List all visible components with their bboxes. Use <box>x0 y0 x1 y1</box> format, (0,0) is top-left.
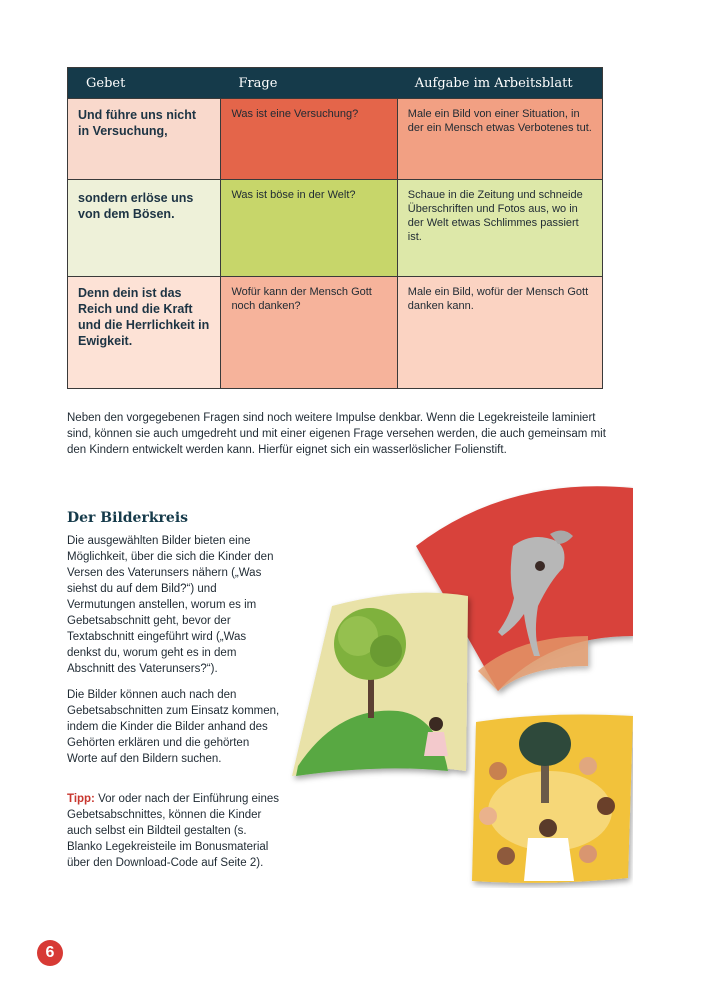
table-row <box>68 276 602 388</box>
section-title: Der Bilderkreis <box>67 510 189 526</box>
cell-frage: Was ist böse in der Welt? <box>220 180 396 276</box>
tip-text: Vor oder nach der Einführung eines Gebetsabschnittes, können die Kinder auch selbst ein Bildteil gestalten (s. Blanko Legekreisteile im Bonusmaterial über den Download-Code auf Seite 2). <box>67 793 280 869</box>
image-piece-tree <box>292 593 468 776</box>
page-number: 6 <box>37 940 63 966</box>
intro-paragraph: Neben den vorgegebenen Fragen sind noch weitere Impulse denkbar. Wenn die Legekreisteile laminiert sind, können sie auch umgedreht und mit einer eigenen Frage versehen werden, die auch gemeinsam mit den Kindern entwickelt werden kann. Hierfür eignet sich ein wasserlöslicher Folienstift. <box>67 412 606 456</box>
cell-aufgabe: Male ein Bild, wofür der Mensch Gott danken kann. <box>397 277 602 388</box>
header-aufgabe: Aufgabe im Arbeitsblatt <box>414 75 573 91</box>
section-paragraph-1: Die ausgewählten Bilder bieten eine Möglichkeit, über die sich die Kinder den Versen des Vaterunsers nähern („Was siehst du auf dem Bild?“) und Vermutungen anstellen, worum es im Gebetsabschnitt geht, bevor der Textabschnitt eingeführt wird („Was denkst du, worum geht es in dem Abschnitt des Vaterunsers?“). <box>67 535 274 675</box>
tip-paragraph <box>67 791 282 871</box>
table-row <box>68 98 602 179</box>
table-row <box>68 179 602 276</box>
cell-frage: Wofür kann der Mensch Gott noch danken? <box>220 277 396 388</box>
section-paragraph-2: Die Bilder können auch nach den Gebetsabschnitten zum Einsatz kommen, indem die Kinder die Bilder anhand des Gehörten erklären und die gehörten Worte auf den Bildern suchen. <box>67 689 280 765</box>
cell-gebet: Und führe uns nicht in Versuchung, <box>68 99 220 179</box>
cell-aufgabe: Male ein Bild von einer Situation, in der ein Mensch etwas Verbotenes tut. <box>397 99 602 179</box>
cell-aufgabe: Schaue in die Zeitung und schneide Überschriften und Fotos aus, wo in der Welt etwas Schlimmes passiert ist. <box>397 180 602 276</box>
prayer-table <box>67 67 603 389</box>
tree-icon <box>519 722 571 766</box>
bilderkreis-illustration <box>288 486 633 888</box>
image-piece-community <box>472 714 633 882</box>
cell-gebet: Denn dein ist das Reich und die Kraft und die Herrlichkeit in Ewigkeit. <box>68 277 220 388</box>
table-header <box>68 68 602 98</box>
cell-frage: Was ist eine Versuchung? <box>220 99 396 179</box>
header-gebet: Gebet <box>86 75 126 91</box>
header-frage: Frage <box>238 75 278 91</box>
tree-icon <box>334 608 406 680</box>
tip-label: Tipp: <box>67 793 95 805</box>
cell-gebet: sondern erlöse uns von dem Bösen. <box>68 180 220 276</box>
